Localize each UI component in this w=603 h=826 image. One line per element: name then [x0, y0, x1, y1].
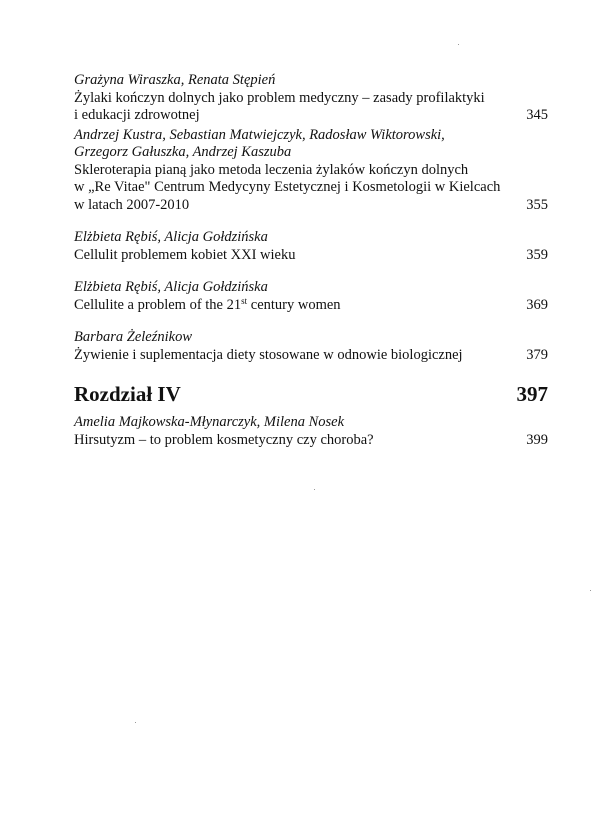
entry-title: Cellulit problemem kobiet XXI wieku [74, 246, 296, 263]
toc-entry [74, 72, 548, 125]
entry-title-row [74, 297, 548, 315]
scan-speck [590, 590, 591, 591]
entry-title [74, 162, 504, 215]
entry-authors: Amelia Majkowska-Młynarczyk, Milena Nosek [74, 414, 345, 430]
entry-title: Hirsutyzm – to problem kosmetyczny czy choroba? [74, 431, 374, 448]
toc-entry [74, 229, 548, 264]
entry-title [74, 297, 504, 315]
entry-page-number: 399 [526, 431, 548, 448]
entry-authors: Elżbieta Rębiś, Alicja Gołdzińska [74, 229, 268, 245]
entry-title [74, 90, 504, 125]
entry-title-line: w „Re Vitae" Centrum Medycyny Estetycznej i Kosmetologii w Kielcach [74, 179, 501, 195]
entry-authors [74, 127, 548, 162]
entry-title-line: Skleroterapia pianą jako metoda leczenia żylaków kończyn dolnych [74, 161, 469, 178]
entry-title-superscript: st [241, 295, 248, 306]
entry-title-row [74, 162, 548, 215]
chapter-heading [74, 382, 548, 406]
entry-title-row [74, 90, 548, 125]
entry-title-row [74, 347, 548, 365]
entry-page-number: 359 [526, 246, 548, 263]
entry-title-line: i edukacji zdrowotnej [74, 107, 200, 123]
entry-authors-line: Grzegorz Gałuszka, Andrzej Kaszuba [74, 144, 292, 160]
entry-title-text: century women [247, 296, 341, 313]
table-of-contents [74, 72, 548, 449]
scan-speck [458, 44, 459, 45]
entry-page-number: 369 [526, 296, 548, 313]
entry-title-row [74, 247, 548, 265]
scan-speck [314, 489, 315, 490]
entry-title: Żywienie i suplementacja diety stosowane w odnowie biologicznej [74, 346, 463, 363]
entry-title-line: Żylaki kończyn dolnych jako problem medyczny – zasady profilaktyki [74, 89, 485, 106]
entry-page-number: 345 [526, 107, 548, 123]
toc-entry [74, 279, 548, 314]
entry-page-number: 355 [526, 196, 548, 213]
entry-page-number: 379 [526, 346, 548, 363]
entry-title-line: w latach 2007-2010 [74, 196, 190, 213]
chapter-page-number: 397 [516, 382, 548, 406]
scan-speck [135, 722, 136, 723]
toc-entry [74, 414, 548, 449]
entry-authors-line: Andrzej Kustra, Sebastian Matwiejczyk, Radosław Wiktorowski, [74, 126, 445, 143]
entry-title-row [74, 432, 548, 450]
entry-title-text: Cellulite a problem of the 21 [74, 296, 242, 313]
entry-authors: Grażyna Wiraszka, Renata Stępień [74, 72, 276, 88]
toc-entry [74, 329, 548, 364]
toc-entry [74, 127, 548, 215]
entry-authors: Elżbieta Rębiś, Alicja Gołdzińska [74, 279, 268, 295]
entry-authors: Barbara Żeleźnikow [74, 329, 193, 345]
chapter-title: Rozdział IV [74, 382, 181, 406]
